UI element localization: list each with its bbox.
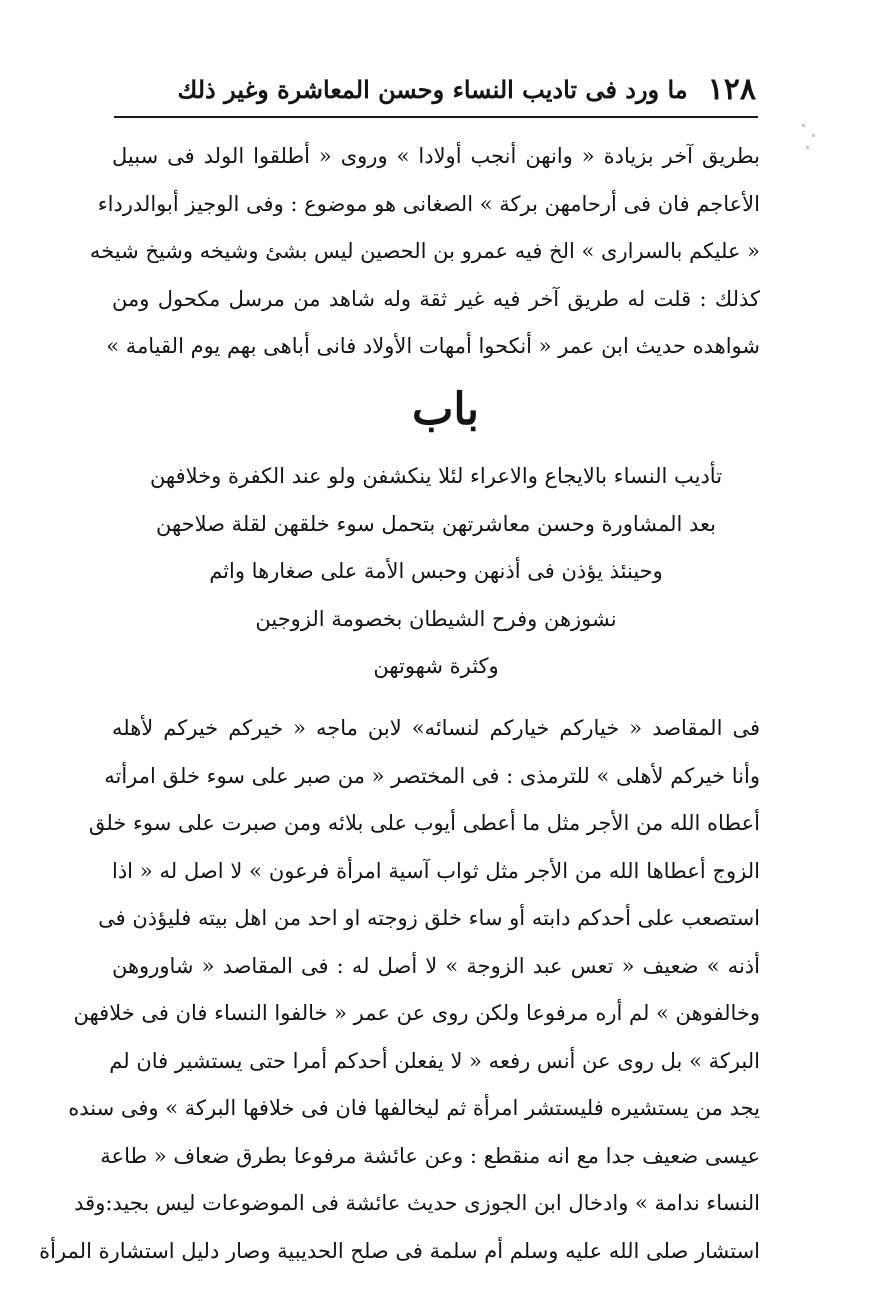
summary-line: وحينئذ يؤذن فى أذنهن وحبس الأمة على صغارها واثم [209,559,663,583]
text-line: البركة » بل روى عن أنس رفعه « لا يفعلن أحدكم أمرا حتى يستشير فان لم [109,1048,760,1073]
text-line: فى المقاصد « خياركم خياركم لنسائه» لابن ماجه « خيركم خيركم لأهله [112,716,760,740]
chapter-heading: باب [411,384,480,435]
page-number: ١٢٨ [707,71,756,107]
text-line: استصعب على أحدكم دابته أو ساء خلق زوجته او احد من اهل بيته فليؤذن فى [98,906,760,930]
text-line: « عليكم بالسرارى » الخ فيه عمرو بن الحصين ليس بشئ وشيخه وشيخ شيخه [89,239,760,263]
text-line: يجد من يستشيره فليستشر امرأة ثم ليخالفها فان فى خلافها البركة » وفى سنده [68,1096,760,1120]
text-line: النساء ندامة » وادخال ابن الجوزى حديث عائشة فى الموضوعات ليس بجيد:وقد [74,1191,760,1215]
paragraph-2 [39,705,760,1275]
text-line: استشار صلى الله عليه وسلم أم سلمة فى صلح الحديبية وصار دليل استشارة المرأة [39,1238,760,1263]
paragraph-1 [89,133,760,371]
margin-marks [800,120,830,160]
summary-line: تأديب النساء بالايجاع والاعراء لئلا ينكشفن ولو عند الكفرة وخلافهن [149,464,723,488]
running-title: ما ورد فى تاديب النساء وحسن المعاشرة وغير ذلك [177,74,688,104]
text-line: وخالفوهن » لم أره مرفوعا ولكن روى عن عمر « خالفوا النساء فان فى خلافهن [73,1001,760,1025]
text-line: كذلك : قلت له طريق آخر فيه غير ثقة وله شاهد من مرسل مكحول ومن [112,286,760,311]
text-line: الأعاجم فان فى أرحامهن بركة » الصغانى هو موضوع : وفى الوجيز أبوالدرداء [97,191,760,216]
text-line: أذنه » ضعيف « تعس عبد الزوجة » لا أصل له : فى المقاصد « شاوروهن [112,953,760,978]
text-line: شواهده حديث ابن عمر « أنكحوا أمهات الأولاد فانى أباهى بهم يوم القيامة » [106,334,760,358]
page-header [118,64,756,114]
text-line: بطريق آخر بزيادة « وانهن أنجب أولادا » وروى « أطلقوا الولد فى سبيل [112,144,760,168]
text-line: وأنا خيركم لأهلى » للترمذى : فى المختصر « من صبر على سوء خلق امرأته [104,763,760,788]
summary-line: نشوزهن وفرح الشيطان بخصومة الزوجين [255,606,617,631]
text-line: أعطاه الله من الأجر مثل ما أعطى أيوب على بلائه ومن صبرت على سوء خلق [88,811,760,835]
chapter-summary [112,453,760,691]
summary-line: بعد المشاورة وحسن معاشرتهن بتحمل سوء خلقهن لقلة صلاحهن [155,511,717,536]
text-line: عيسى ضعيف جدا مع انه منقطع : وعن عائشة مرفوعا بطرق ضعاف « طاعة [100,1143,760,1168]
text-line: الزوج أعطاها الله من الأجر مثل ثواب آسية امرأة فرعون » لا اصل له « اذا [112,858,760,883]
header-rule [114,116,758,118]
summary-line: وكثرة شهوتهن [373,654,499,678]
